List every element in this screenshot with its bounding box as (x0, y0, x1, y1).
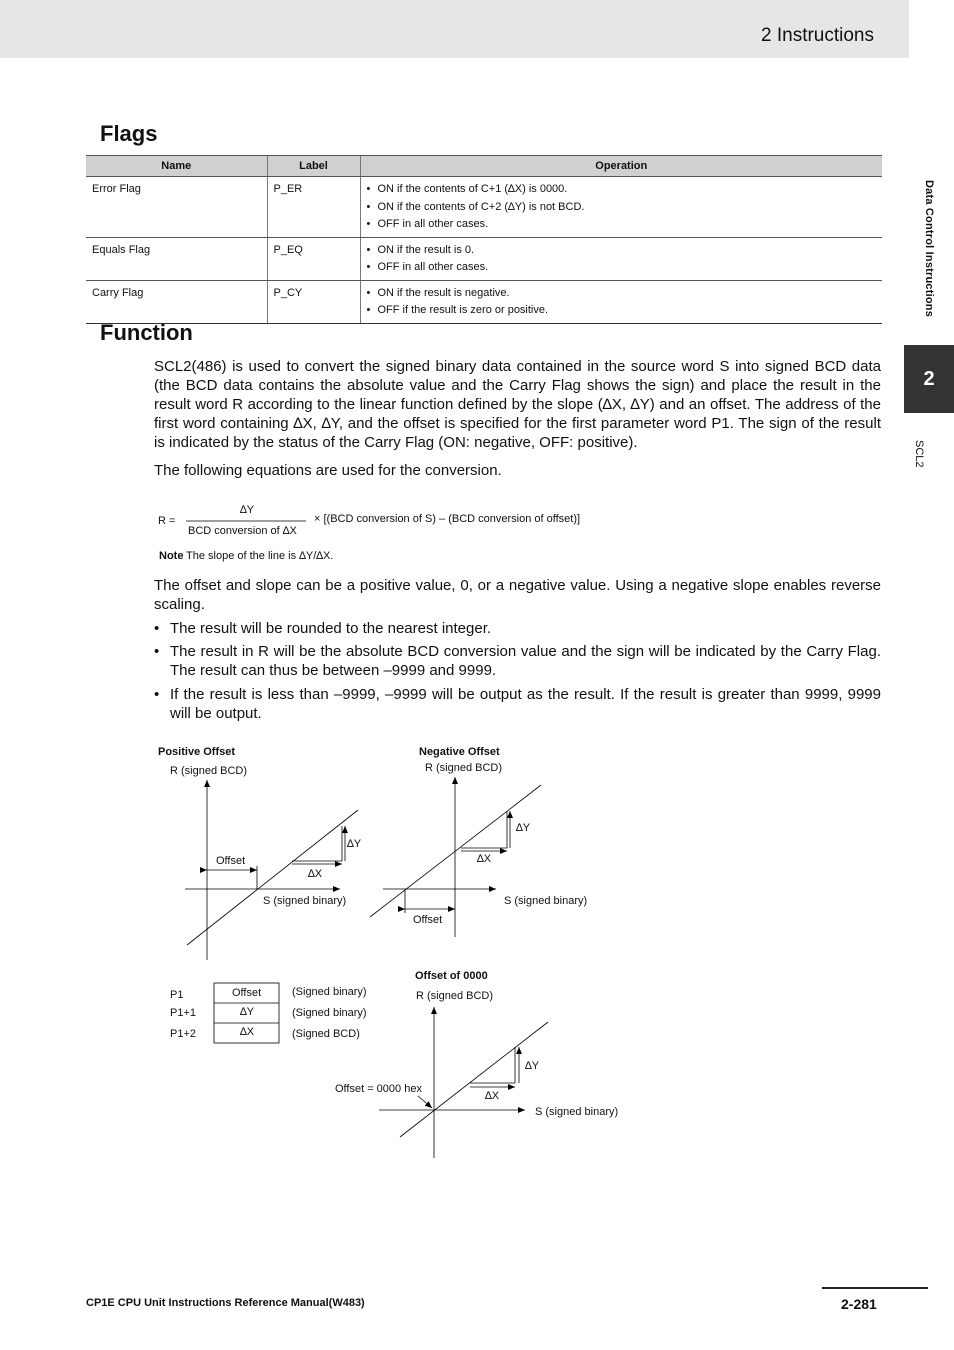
param-word: P1+2 (170, 1028, 196, 1040)
dy-label: ∆Y (516, 822, 531, 834)
bullet-text: The result in R will be the absolute BCD conversion value and the sign will be indicated by the Carry Flag. The result can thus be between –9999 and 9999. (170, 643, 881, 679)
equation-denominator: BCD conversion of ∆X (188, 525, 297, 537)
note-text: The slope of the line is ∆Y/∆X. (186, 550, 334, 562)
side-section-title: Data Control Instructions (923, 180, 935, 318)
zero-offset-title: Offset of 0000 (415, 970, 488, 982)
param-content: ∆Y (240, 1006, 255, 1018)
function-heading: Function (100, 320, 193, 345)
param-type: (Signed BCD) (292, 1028, 360, 1040)
flag-name: Carry Flag (86, 280, 267, 323)
flag-name: Equals Flag (86, 237, 267, 280)
page-number: 2-281 (841, 1296, 877, 1312)
function-line (400, 1022, 548, 1137)
operation-item: • ON if the contents of C+2 (∆Y) is not BCD. (367, 199, 877, 217)
equation-lhs: R = (158, 515, 176, 527)
param-word: P1+1 (170, 1007, 196, 1019)
r-axis-label: R (signed BCD) (425, 762, 503, 774)
positive-offset-diagram (185, 780, 358, 960)
param-content: Offset (232, 987, 262, 999)
col-label: Label (267, 156, 360, 177)
chapter-tab: 2 (904, 345, 954, 413)
positive-offset-title: Positive Offset (158, 746, 236, 758)
negative-offset-title: Negative Offset (419, 746, 500, 758)
equation-intro: The following equations are used for the conversion. (154, 462, 502, 479)
equation-numerator: ∆Y (240, 504, 255, 516)
offset-label: Offset (413, 914, 443, 926)
offset-slope-paragraph: The offset and slope can be a positive value, 0, or a negative value. Using a negative slope enables reverse scaling. (154, 577, 881, 613)
offset-label: Offset = 0000 hex (335, 1083, 422, 1095)
s-axis-label: S (signed binary) (263, 895, 347, 907)
operation-item: • OFF in all other cases. (367, 259, 877, 277)
dx-label: ∆X (308, 868, 323, 880)
dy-label: ∆Y (525, 1060, 540, 1072)
note-label: Note (159, 550, 184, 562)
s-axis-label: S (signed binary) (535, 1106, 619, 1118)
offset-pointer (418, 1096, 432, 1108)
bullet-text: The result will be rounded to the nearest integer. (170, 620, 492, 637)
flag-label: P_CY (267, 280, 360, 323)
param-type: (Signed binary) (292, 986, 367, 998)
equation-rhs: × [(BCD conversion of S) – (BCD conversion of offset)] (314, 513, 581, 525)
r-axis-label: R (signed BCD) (416, 990, 494, 1002)
col-operation: Operation (360, 156, 882, 177)
side-instruction-name: SCL2 (913, 440, 925, 468)
function-description: SCL2(486) is used to convert the signed binary data contained in the source word S into signed BCD data (the BCD data contains the absolute value and the Carry Flag shows the sign) and place the result in the result word R according to the linear function defined by the slope (∆X, ∆Y) and an offset. The address of the first word containing ∆X, ∆Y, and the offset is specified for the first parameter word P1. The sign of the result is indicated by the status of the Carry Flag (ON: negative, OFF: positive). (154, 358, 881, 451)
chapter-header: 2 Instructions (761, 25, 874, 46)
function-line (187, 810, 358, 945)
flag-label: P_ER (267, 177, 360, 238)
s-axis-label: S (signed binary) (504, 895, 588, 907)
param-word: P1 (170, 989, 184, 1001)
dx-label: ∆X (485, 1090, 500, 1102)
flag-name: Error Flag (86, 177, 267, 238)
operation-item: • ON if the result is negative. (367, 285, 877, 303)
col-name: Name (86, 156, 267, 177)
negative-offset-diagram (370, 777, 541, 937)
operation-item: • ON if the result is 0. (367, 242, 877, 260)
flags-heading: Flags (100, 121, 158, 146)
list-item: • If the result is less than –9999, –9999 will be output as the result. If the result is greater than 9999, 9999 will be output. (154, 686, 881, 722)
r-axis-label: R (signed BCD) (170, 765, 248, 777)
operation-item: • ON if the contents of C+1 (∆X) is 0000. (367, 181, 877, 199)
dy-label: ∆Y (347, 838, 362, 850)
list-item: • The result in R will be the absolute BCD conversion value and the sign will be indicated by the Carry Flag. The result can thus be between –9999 and 9999. (154, 643, 881, 679)
param-content: ∆X (240, 1026, 255, 1038)
flag-label: P_EQ (267, 237, 360, 280)
dx-label: ∆X (477, 853, 492, 865)
list-item: • The result will be rounded to the nearest integer. (154, 619, 881, 638)
operation-item: • OFF in all other cases. (367, 216, 877, 234)
param-type: (Signed binary) (292, 1007, 367, 1019)
manual-title: CP1E CPU Unit Instructions Reference Manual(W483) (86, 1297, 365, 1309)
offset-label: Offset (216, 855, 246, 867)
footer-divider (822, 1287, 928, 1289)
operation-item: • OFF if the result is zero or positive. (367, 302, 877, 320)
bullet-text: If the result is less than –9999, –9999 will be output as the result. If the result is greater than 9999, 9999 will be output. (170, 686, 881, 722)
